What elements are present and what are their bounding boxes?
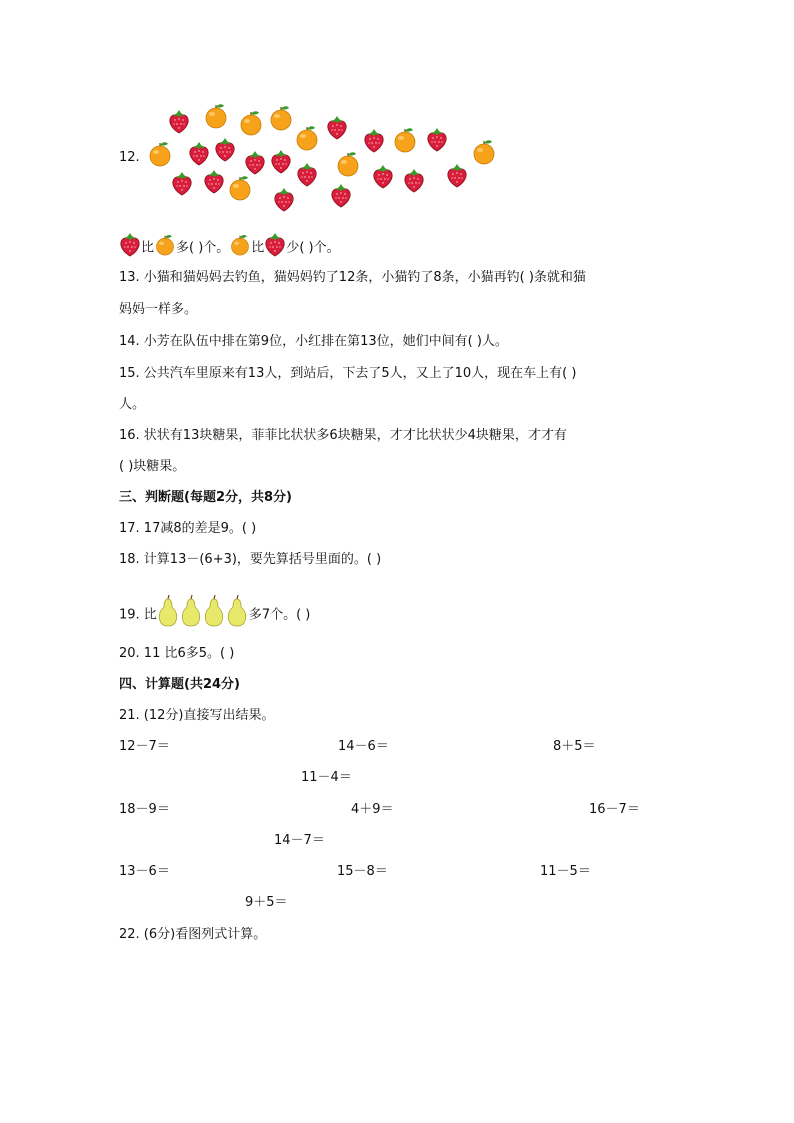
strawberry-icon xyxy=(214,137,236,163)
orange-icon xyxy=(154,232,176,258)
orange-icon xyxy=(203,103,229,129)
orange-icon xyxy=(335,151,361,177)
q12-number: 12. xyxy=(119,150,140,165)
calc-item[interactable]: 12－7＝ xyxy=(119,739,170,754)
q22-intro: 22. (6分)看图列式计算。 xyxy=(119,927,267,942)
q21-intro: 21. (12分)直接写出结果。 xyxy=(119,708,275,723)
calc-item[interactable]: 13－6＝ xyxy=(119,864,170,879)
calc-item[interactable]: 9＋5＝ xyxy=(245,895,288,910)
strawberry-icon xyxy=(244,150,266,176)
q13-line1[interactable]: 13. 小猫和猫妈妈去钓鱼，猫妈妈钓了12条，小猫钓了8条，小猫再钓( )条就和猫 xyxy=(119,270,586,285)
calc-item[interactable]: 18－9＝ xyxy=(119,802,170,817)
q17-line1[interactable]: 17. 17减8的差是9。( ) xyxy=(119,521,257,536)
strawberry-icon xyxy=(330,183,352,209)
orange-icon xyxy=(238,110,264,136)
q15-line1[interactable]: 15. 公共汽车里原来有13人，到站后，下去了5人，又上了10人，现在车上有( ) xyxy=(119,366,577,381)
pear-icon xyxy=(180,594,202,628)
q19-post: 多7个。( ) xyxy=(248,607,311,623)
calc-item[interactable]: 14－7＝ xyxy=(274,833,325,848)
q12-blank-1[interactable]: 多( )个。 xyxy=(176,240,230,256)
strawberry-icon xyxy=(203,169,225,195)
orange-icon xyxy=(392,127,418,153)
strawberry-icon xyxy=(171,171,193,197)
strawberry-icon xyxy=(363,128,385,154)
q15-line2: 人。 xyxy=(119,397,146,412)
q16-line2[interactable]: ( )块糖果。 xyxy=(119,459,186,474)
strawberry-icon xyxy=(270,149,292,175)
pear-icon xyxy=(226,594,248,628)
strawberry-icon xyxy=(426,127,448,153)
q12-blank-2[interactable]: 少( )个。 xyxy=(286,240,340,256)
pear-icon xyxy=(203,594,225,628)
calc-item[interactable]: 15－8＝ xyxy=(337,864,388,879)
strawberry-icon xyxy=(296,162,318,188)
strawberry-icon xyxy=(168,109,190,135)
q12-text-2: 比 xyxy=(251,240,265,256)
section-3-title: 三、判断题(每题2分，共8分) xyxy=(119,490,292,505)
calc-item[interactable]: 11－5＝ xyxy=(540,864,591,879)
q20-line1[interactable]: 20. 11 比6多5。( ) xyxy=(119,646,235,661)
q18-line1[interactable]: 18. 计算13－(6+3)，要先算括号里面的。( ) xyxy=(119,552,382,567)
orange-icon xyxy=(227,175,253,201)
pear-icon xyxy=(157,594,179,628)
q13-line2: 妈妈一样多。 xyxy=(119,302,198,317)
strawberry-icon xyxy=(372,164,394,190)
calc-item[interactable]: 16－7＝ xyxy=(589,802,640,817)
pear-group xyxy=(157,594,249,628)
strawberry-icon xyxy=(119,232,141,258)
q12-text-1: 比 xyxy=(141,240,155,256)
orange-icon xyxy=(268,105,294,131)
strawberry-icon xyxy=(188,141,210,167)
orange-icon xyxy=(229,232,251,258)
q16-line1: 16. 状状有13块糖果，菲菲比状状多6块糖果，才才比状状少4块糖果，才才有 xyxy=(119,428,567,443)
q12-comparison-line xyxy=(119,235,340,261)
strawberry-icon xyxy=(273,187,295,213)
orange-icon xyxy=(294,125,320,151)
calc-item[interactable]: 4＋9＝ xyxy=(351,802,394,817)
q19-line[interactable] xyxy=(119,598,310,632)
strawberry-icon xyxy=(264,232,286,258)
calc-item[interactable]: 11－4＝ xyxy=(301,770,352,785)
orange-icon xyxy=(471,139,497,165)
strawberry-icon xyxy=(403,168,425,194)
q19-pre: 19. 比 xyxy=(119,607,157,623)
orange-icon xyxy=(147,141,173,167)
calc-item[interactable]: 14－6＝ xyxy=(338,739,389,754)
strawberry-icon xyxy=(326,115,348,141)
calc-item[interactable]: 8＋5＝ xyxy=(553,739,596,754)
section-4-title: 四、计算题(共24分) xyxy=(119,677,240,692)
strawberry-icon xyxy=(446,163,468,189)
q14-line1[interactable]: 14. 小芳在队伍中排在第9位，小红排在第13位，她们中间有( )人。 xyxy=(119,334,508,349)
